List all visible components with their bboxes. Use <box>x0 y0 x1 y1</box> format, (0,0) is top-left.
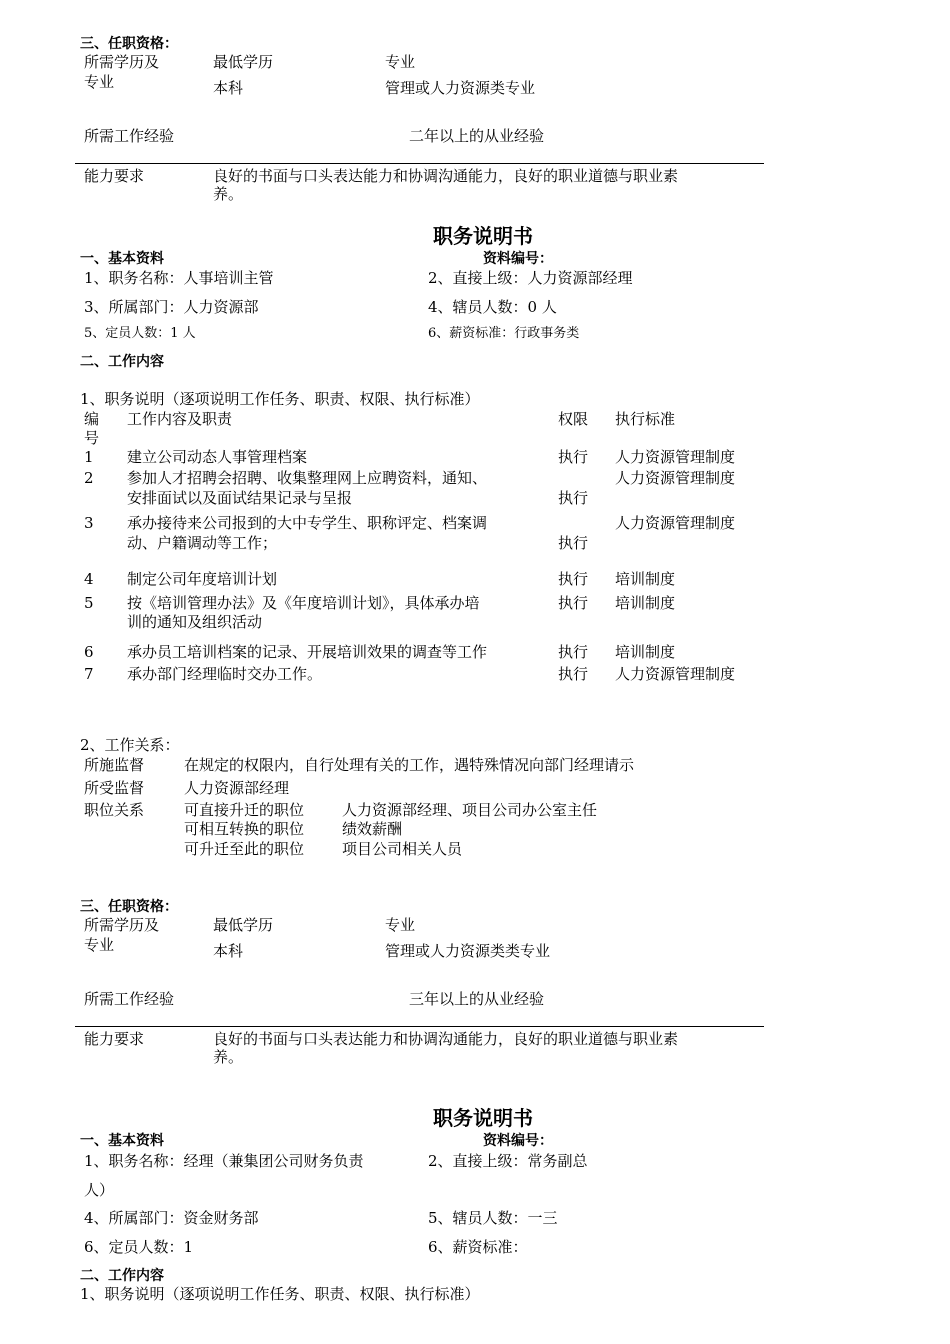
doc2-ability-label: 能力要求 <box>84 1030 145 1048</box>
doc2-edu-label: 所需学历及 <box>84 916 160 934</box>
doc1-ability-line2: 养。 <box>213 185 244 203</box>
doc1-exp-value: 二年以上的从业经验 <box>409 127 545 145</box>
doc2-min-edu-label: 最低学历 <box>213 916 274 934</box>
doc2-promote-to-label: 可升迁至此的职位 <box>184 840 305 858</box>
doc2-promote-value: 人力资源部经理、项目公司办公室主任 <box>342 801 598 819</box>
doc1-major-value: 管理或人力资源类专业 <box>385 79 536 97</box>
table-row-content-2: 动、户籍调动等工作； <box>127 534 278 552</box>
doc1-ability-line1: 良好的书面与口头表达能力和协调沟通能力，良好的职业道德与职业素 <box>213 167 679 185</box>
table-row-authority: 执行 <box>558 643 589 661</box>
doc2-ability-line1: 良好的书面与口头表达能力和协调沟通能力，良好的职业道德与职业素 <box>213 1030 679 1048</box>
doc2-exp-value: 三年以上的从业经验 <box>409 990 545 1008</box>
doc1-exp-label: 所需工作经验 <box>84 127 175 145</box>
table-row-standard: 培训制度 <box>615 594 676 612</box>
doc2-exp-label: 所需工作经验 <box>84 990 175 1008</box>
doc2-transfer-value: 绩效薪酬 <box>342 820 403 838</box>
table-row-standard: 培训制度 <box>615 570 676 588</box>
doc2-min-edu-value: 本科 <box>213 942 244 960</box>
table-row-standard: 人力资源管理制度 <box>615 448 736 466</box>
doc2-table-header-no: 编 <box>84 410 100 428</box>
table-row-content: 承办接待来公司报到的大中专学生、职称评定、档案调 <box>127 514 488 532</box>
table-row-authority: 执行 <box>558 489 589 507</box>
doc1-edu-label-2: 专业 <box>84 73 115 91</box>
doc2-duty-desc: 1、职务说明（逐项说明工作任务、职责、权限、执行标准） <box>80 390 480 408</box>
doc2-edu-label-2: 专业 <box>84 936 115 954</box>
doc3-job-name-2: 人） <box>84 1181 115 1199</box>
doc3-subordinates: 5、辖员人数：一三 <box>428 1209 558 1227</box>
doc1-edu-label: 所需学历及 <box>84 53 160 71</box>
doc2-major-value: 管理或人力资源类类专业 <box>385 942 551 960</box>
doc2-transfer-label: 可相互转换的职位 <box>184 820 305 838</box>
table-row-no: 5 <box>84 594 94 612</box>
table-row-authority: 执行 <box>558 594 589 612</box>
doc3-salary: 6、薪资标准： <box>428 1238 528 1256</box>
doc2-subordinates: 4、辖员人数：0 人 <box>428 298 557 316</box>
table-row-content: 承办员工培训档案的记录、开展培训效果的调查等工作 <box>127 643 488 661</box>
doc2-promote-label: 可直接升迁的职位 <box>184 801 305 819</box>
table-row-content: 按《培训管理办法》及《年度培训计划》，具体承办培 <box>127 594 480 612</box>
doc2-major-label: 专业 <box>385 916 416 934</box>
doc1-qualifications-heading: 三、任职资格： <box>80 36 178 52</box>
doc3-duty-desc: 1、职务说明（逐项说明工作任务、职责、权限、执行标准） <box>80 1285 480 1303</box>
doc2-work-heading: 二、工作内容 <box>80 354 164 370</box>
doc2-department: 3、所属部门：人力资源部 <box>84 298 259 316</box>
doc2-supervised-value: 人力资源部经理 <box>184 779 290 797</box>
doc3-basic-heading: 一、基本资料 <box>80 1133 164 1149</box>
doc2-supervisor: 2、直接上级：人力资源部经理 <box>428 269 633 287</box>
table-row-no: 4 <box>84 570 94 588</box>
doc2-table-header-content: 工作内容及职责 <box>127 410 233 428</box>
table-row-standard: 人力资源管理制度 <box>615 514 736 532</box>
doc2-salary: 6、薪资标准：行政事务类 <box>428 326 580 341</box>
doc1-min-edu-value: 本科 <box>213 79 244 97</box>
doc2-supervise-label: 所施监督 <box>84 756 145 774</box>
doc3-title: 职务说明书 <box>433 1106 533 1130</box>
table-row-content: 承办部门经理临时交办工作。 <box>127 665 323 683</box>
doc1-min-edu-label: 最低学历 <box>213 53 274 71</box>
table-row-content: 制定公司年度培训计划 <box>127 570 278 588</box>
table-row-content-2: 安排面试以及面试结果记录与呈报 <box>127 489 353 507</box>
doc2-job-name: 1、职务名称：人事培训主管 <box>84 269 274 287</box>
table-row-no: 2 <box>84 469 94 487</box>
doc3-headcount: 6、定员人数：1 <box>84 1238 194 1256</box>
table-row-content: 建立公司动态人事管理档案 <box>127 448 308 466</box>
table-row-no: 6 <box>84 643 94 661</box>
doc1-ability-label: 能力要求 <box>84 167 145 185</box>
doc2-promote-to-value: 项目公司相关人员 <box>342 840 463 858</box>
table-row-content: 参加人才招聘会招聘、收集整理网上应聘资料，通知、 <box>127 469 488 487</box>
table-row-authority: 执行 <box>558 665 589 683</box>
doc2-ability-line2: 养。 <box>213 1048 244 1066</box>
doc3-department: 4、所属部门：资金财务部 <box>84 1209 259 1227</box>
table-row-standard: 人力资源管理制度 <box>615 469 736 487</box>
table-row-no: 7 <box>84 665 94 683</box>
doc2-headcount: 5、定员人数：1 人 <box>84 326 196 341</box>
table-row-no: 3 <box>84 514 94 532</box>
doc2-table-header-no-2: 号 <box>84 429 100 447</box>
doc1-divider <box>75 163 764 164</box>
table-row-standard: 培训制度 <box>615 643 676 661</box>
table-row-authority: 执行 <box>558 448 589 466</box>
doc2-basic-heading: 一、基本资料 <box>80 251 164 267</box>
doc2-table-header-authority: 权限 <box>558 410 589 428</box>
doc2-supervise-value: 在规定的权限内，自行处理有关的工作，遇特殊情况向部门经理请示 <box>184 756 635 774</box>
doc2-relations-heading: 2、工作关系： <box>80 736 180 754</box>
doc2-qualifications-heading: 三、任职资格： <box>80 899 178 915</box>
doc2-table-header-standard: 执行标准 <box>615 410 676 428</box>
doc2-supervised-label: 所受监督 <box>84 779 145 797</box>
doc3-doc-no-label: 资料编号： <box>483 1133 553 1149</box>
table-row-standard: 人力资源管理制度 <box>615 665 736 683</box>
doc3-work-heading: 二、工作内容 <box>80 1268 164 1284</box>
table-row-authority: 执行 <box>558 570 589 588</box>
doc2-title: 职务说明书 <box>433 224 533 248</box>
table-row-authority: 执行 <box>558 534 589 552</box>
doc2-position-label: 职位关系 <box>84 801 145 819</box>
table-row-no: 1 <box>84 448 94 466</box>
doc3-supervisor: 2、直接上级：常务副总 <box>428 1152 588 1170</box>
doc2-doc-no-label: 资料编号： <box>483 251 553 267</box>
doc1-major-label: 专业 <box>385 53 416 71</box>
doc3-job-name: 1、职务名称：经理（兼集团公司财务负责 <box>84 1152 364 1170</box>
doc2-divider <box>75 1026 764 1027</box>
table-row-content-2: 训的通知及组织活动 <box>127 613 263 631</box>
